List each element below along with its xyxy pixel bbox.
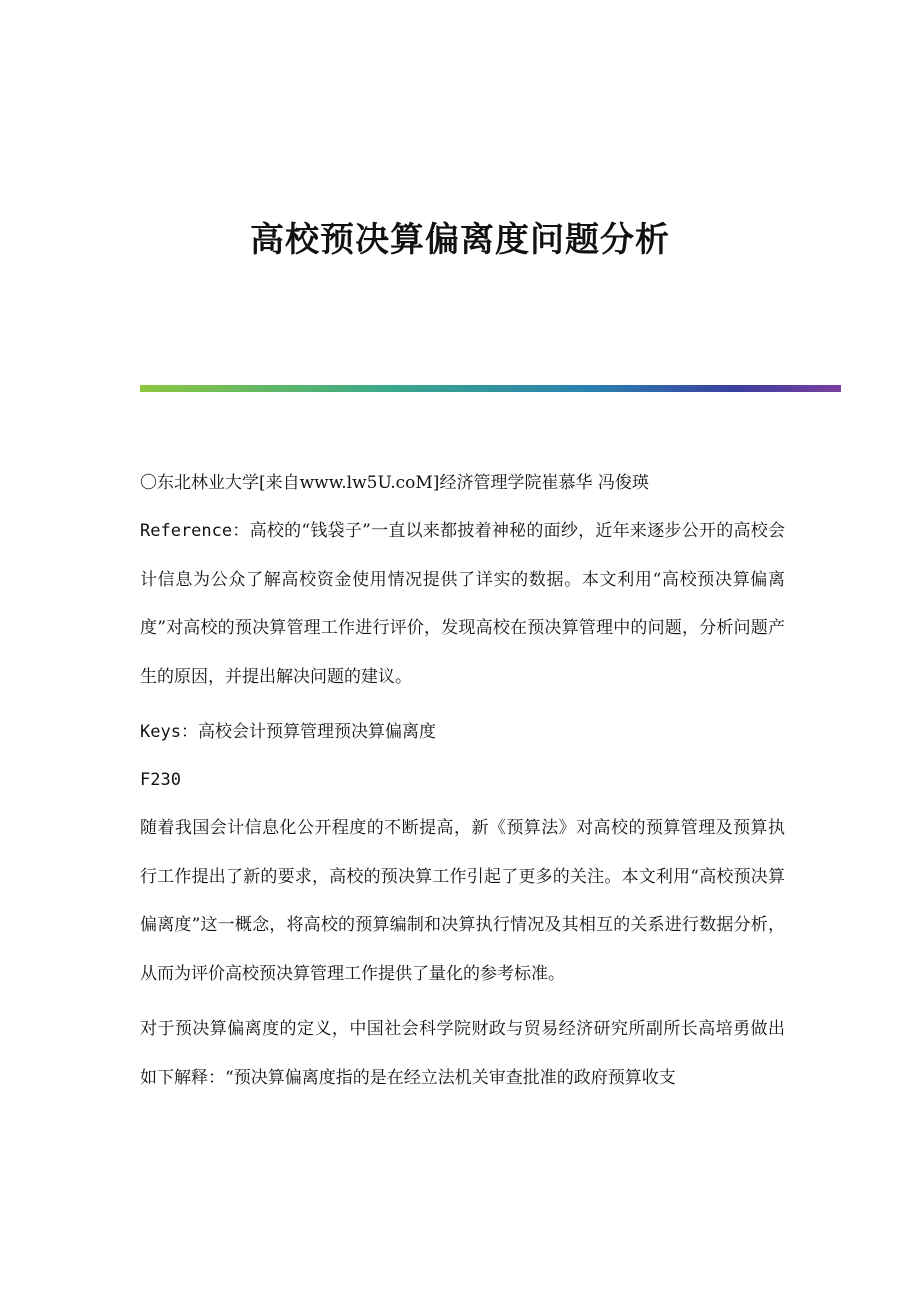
keywords-text: 高校会计预算管理预决算偏离度 — [197, 722, 436, 742]
document-title: 高校预决算偏离度问题分析 — [250, 220, 670, 260]
abstract — [140, 507, 785, 701]
classification-code: F230 — [140, 770, 181, 790]
author-line: 〇东北林业大学[来自www.lw5U.coM]经济管理学院崔慕华 冯俊瑛 — [140, 473, 649, 493]
title-divider — [140, 385, 841, 392]
abstract-label: Reference： — [140, 521, 250, 541]
keywords — [140, 715, 785, 749]
keywords-label: Keys： — [140, 722, 198, 742]
document-body — [140, 466, 785, 1116]
body-paragraph-1: 随着我国会计信息化公开程度的不断提高，新《预算法》对高校的预算管理及预算执行工作提出了新的要求，高校的预决算工作引起了更多的关注。本文利用“高校预决算偏离度”这一概念，将高校的预算编制和决算执行情况及其相互的关系进行数据分析，从而为评价高校预决算管理工作提供了量化的参考标准。 — [140, 818, 785, 984]
abstract-text: 高校的“钱袋子”一直以来都披着神秘的面纱，近年来逐步公开的高校会计信息为公众了解高校资金使用情况提供了详实的数据。本文利用“高校预决算偏离度”对高校的预决算管理工作进行评价，发现高校在预决算管理中的问题，分析问题产生的原因，并提出解决问题的建议。 — [140, 521, 785, 687]
body-paragraph-2: 对于预决算偏离度的定义，中国社会科学院财政与贸易经济研究所副所长高培勇做出如下解释：“预决算偏离度指的是在经立法机关审查批准的政府预算收支 — [140, 1019, 785, 1088]
